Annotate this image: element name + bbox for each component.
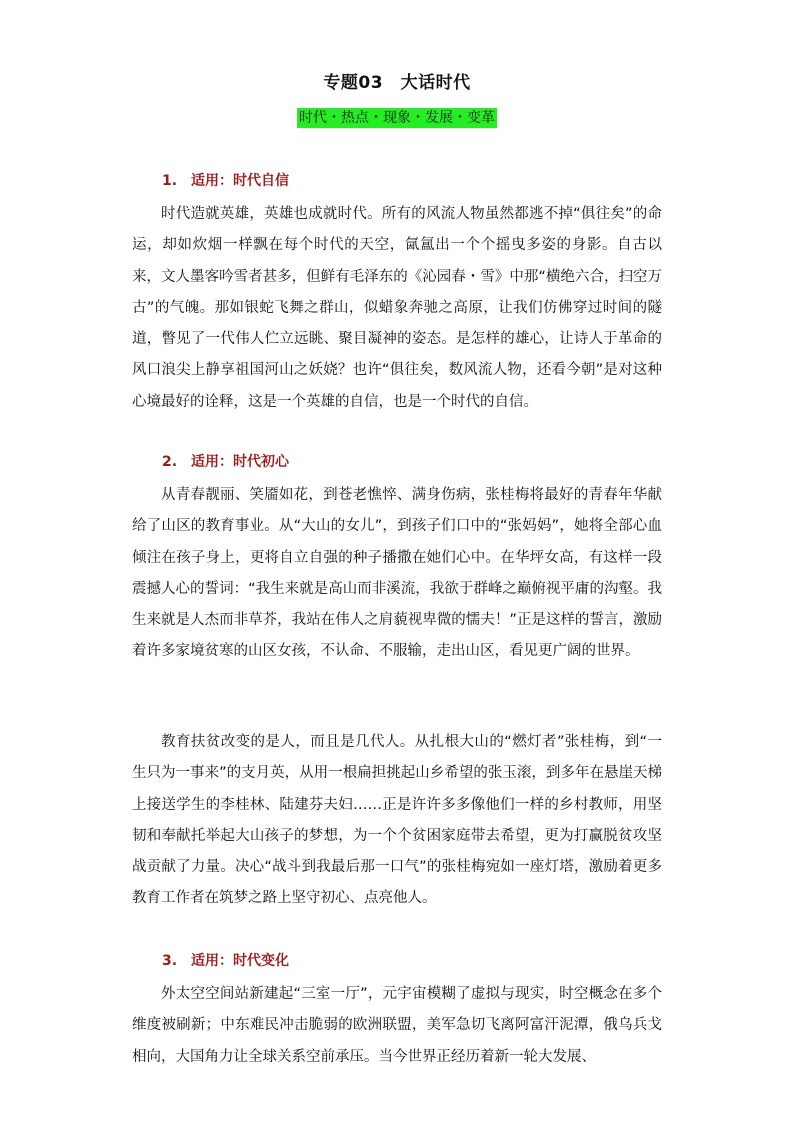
page-title: 专题03 大话时代 bbox=[323, 73, 471, 93]
section-heading-2: 2. 适用：时代初心 bbox=[162, 454, 290, 470]
section-heading-3: 3. 适用：时代变化 bbox=[162, 953, 290, 969]
section-heading-1: 1. 适用：时代自信 bbox=[162, 173, 290, 189]
section-1-paragraph-1: 时代造就英雄，英雄也成就时代。所有的风流人物虽然都逃不掉“俱往矣”的命运，却如炊烟一样飘在每个时代的天空，氤氲出一个个摇曳多姿的身影。自古以来，文人墨客吟雪者甚多，但鲜有毛泽东的《沁园春・雪》中那“横绝六合，扫空万古”的气魄。那如银蛇飞舞之群山，似蜡象奔驰之高原，让我们仿佛穿过时间的隧道，瞥见了一代伟人伫立远眺、聚目凝神的姿态。是怎样的雄心，让诗人于革命的风口浪尖上静享祖国河山之妖娆？也许“俱往矣，数风流人物，还看今朝”是对这种心境最好的诠释，这是一个英雄的自信，也是一个时代的自信。 bbox=[132, 206, 662, 410]
section-3-paragraph-1: 外太空空间站新建起“三室一厅”，元宇宙模糊了虚拟与现实，时空概念在多个维度被刷新；中东难民冲击脆弱的欧洲联盟，美军急切飞离阿富汗泥潭，俄乌兵戈相向，大国角力让全球关系空前承压。当今世界正经历着新一轮大发展、 bbox=[132, 986, 662, 1065]
topic-tags: 时代・热点・现象・发展・变革 bbox=[299, 110, 495, 126]
section-2-paragraph-1: 从青春靓丽、笑靥如花，到苍老憔悴、满身伤病，张桂梅将最好的青春年华献给了山区的教育事业。从“大山的女儿”，到孩子们口中的“张妈妈”，她将全部心血倾注在孩子身上，更将自立自强的种子播撒在她们心中。在华坪女高，有这样一段震撼人心的誓词：“我生来就是高山而非溪流，我欲于群峰之巅俯视平庸的沟壑。我生来就是人杰而非草芥，我站在伟人之肩藐视卑微的懦夫！”正是这样的誓言，激励着许多家境贫寒的山区女孩，不认命、不服输，走出山区，看见更广阔的世界。 bbox=[132, 487, 662, 660]
section-2-paragraph-2: 教育扶贫改变的是人，而且是几代人。从扎根大山的“燃灯者”张桂梅，到“一生只为一事来”的支月英，从用一根扁担挑起山乡希望的张玉滚，到多年在悬崖天梯上接送学生的李桂林、陆建芬夫妇……正是许许多多像他们一样的乡村教师，用坚韧和奉献托举起大山孩子的梦想，为一个个贫困家庭带去希望，更为打赢脱贫攻坚战贡献了力量。决心“战斗到我最后那一口气”的张桂梅宛如一座灯塔，激励着更多教育工作者在筑梦之路上坚守初心、点亮他人。 bbox=[132, 734, 662, 907]
tag-line-wrapper bbox=[0, 107, 794, 128]
